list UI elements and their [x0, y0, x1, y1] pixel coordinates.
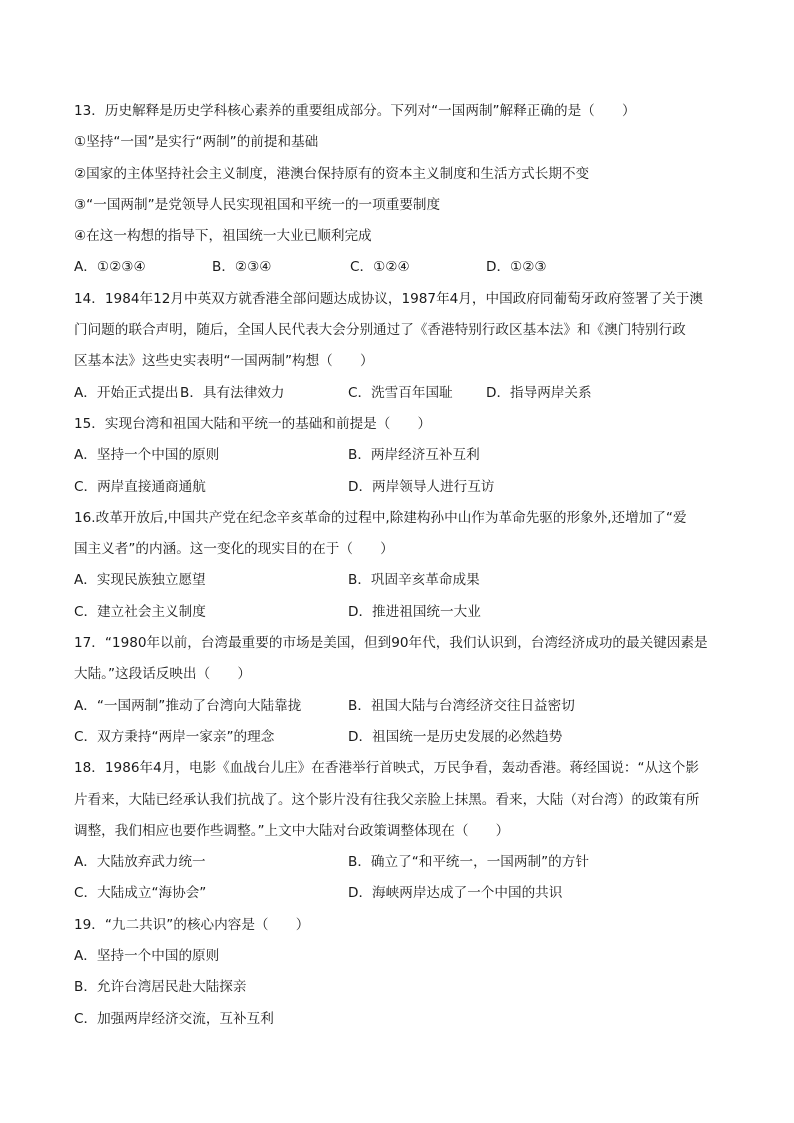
q18-stem-line-3: 调整，我们相应也要作些调整。”上文中大陆对台政策调整体现在（ ） — [74, 822, 510, 839]
q16-option-b: B．巩固辛亥革命成果 — [348, 572, 480, 589]
q19-option-b: B．允许台湾居民赴大陆探亲 — [74, 979, 247, 996]
q13-item-3: ③“一国两制”是党领导人民实现祖国和平统一的一项重要制度 — [74, 196, 441, 213]
q19-option-a: A．坚持一个中国的原则 — [74, 948, 220, 965]
q15-stem: 15．实现台湾和祖国大陆和平统一的基础和前提是（ ） — [74, 415, 432, 432]
q17-stem-line-2: 大陆。”这段话反映出（ ） — [74, 666, 251, 683]
q15-option-d: D．两岸领导人进行互访 — [348, 478, 495, 495]
q17-option-a: A．“一国两制”推动了台湾向大陆靠拢 — [74, 697, 302, 714]
q14-stem-line-2: 门问题的联合声明，随后，全国人民代表大会分别通过了《香港特别行政区基本法》和《澳门特别行政 — [74, 322, 686, 339]
q13-options — [74, 252, 724, 283]
q18-stem-line-1: 18．1986年4月，电影《血战台儿庄》在香港举行首映式，万民争看，轰动香港。蒋经国说：“从这个影 — [74, 760, 699, 777]
q18-options-row-2 — [74, 878, 724, 909]
q15-option-a: A．坚持一个中国的原则 — [74, 447, 220, 464]
q15-options-row-1 — [74, 440, 724, 471]
q17-option-b: B．祖国大陆与台湾经济交往日益密切 — [348, 697, 575, 714]
q16-option-c: C．建立社会主义制度 — [74, 603, 206, 620]
q13-option-b: B．②③④ — [212, 259, 272, 276]
q16-stem-line-1: 16.改革开放后,中国共产党在纪念辛亥革命的过程中,除建构孙中山作为革命先驱的形象外,还增加了“爱 — [74, 509, 687, 526]
q14-stem-line-1: 14．1984年12月中英双方就香港全部问题达成协议，1987年4月，中国政府同葡萄牙政府签署了关于澳 — [74, 290, 703, 307]
exam-page — [74, 96, 724, 1035]
q16-option-a: A．实现民族独立愿望 — [74, 572, 206, 589]
q14-stem-line-3: 区基本法》这些史实表明“一国两制”构想（ ） — [74, 353, 374, 370]
q19-stem: 19．“九二共识”的核心内容是（ ） — [74, 916, 310, 933]
q14-option-b: B．具有法律效力 — [180, 384, 285, 401]
q17-option-c: C．双方秉持“两岸一家亲”的理念 — [74, 728, 275, 745]
q18-stem-line-2: 片看来，大陆已经承认我们抗战了。这个影片没有往我父亲脸上抹黑。看来，大陆（对台湾）的政策有所 — [74, 791, 700, 808]
q18-option-b: B．确立了“和平统一，一国两制”的方针 — [348, 854, 589, 871]
q13-option-a: A．①②③④ — [74, 259, 146, 276]
q18-options-row-1 — [74, 847, 724, 878]
q14-options — [74, 378, 724, 409]
q16-options-row-2 — [74, 597, 724, 628]
q15-option-c: C．两岸直接通商通航 — [74, 478, 206, 495]
q13-stem: 13．历史解释是历史学科核心素养的重要组成部分。下列对“一国两制”解释正确的是（ ） — [74, 103, 636, 119]
q17-options-row-1 — [74, 691, 724, 722]
q17-options-row-2 — [74, 722, 724, 753]
q13-item-4: ④在这一构想的指导下，祖国统一大业已顺利完成 — [74, 228, 372, 245]
q15-option-b: B．两岸经济互补互利 — [348, 447, 480, 464]
q19-option-c: C．加强两岸经济交流，互补互利 — [74, 1010, 274, 1027]
q14-option-a: A．开始正式提出 — [74, 384, 179, 401]
q16-option-d: D．推进祖国统一大业 — [348, 603, 481, 620]
q16-stem-line-2: 国主义者”的内涵。这一变化的现实目的在于（ ） — [74, 541, 394, 558]
q17-stem-line-1: 17．“1980年以前，台湾最重要的市场是美国，但到90年代，我们认识到，台湾经济成功的最关键因素是 — [74, 635, 708, 652]
q16-options-row-1 — [74, 565, 724, 596]
q17-option-d: D．祖国统一是历史发展的必然趋势 — [348, 728, 563, 745]
q13-option-d: D．①②③ — [486, 259, 547, 276]
q13-item-1: ①坚持“一国”是实行“两制”的前提和基础 — [74, 134, 319, 151]
q18-option-c: C．大陆成立“海协会” — [74, 885, 207, 902]
q13-item-2: ②国家的主体坚持社会主义制度，港澳台保持原有的资本主义制度和生活方式长期不变 — [74, 165, 590, 182]
q14-option-d: D．指导两岸关系 — [486, 384, 592, 401]
q15-options-row-2 — [74, 472, 724, 503]
q13-option-c: C．①②④ — [350, 259, 410, 276]
q18-option-a: A．大陆放弃武力统一 — [74, 854, 206, 871]
q14-option-c: C．洗雪百年国耻 — [348, 384, 453, 401]
q18-option-d: D．海峡两岸达成了一个中国的共识 — [348, 885, 563, 902]
